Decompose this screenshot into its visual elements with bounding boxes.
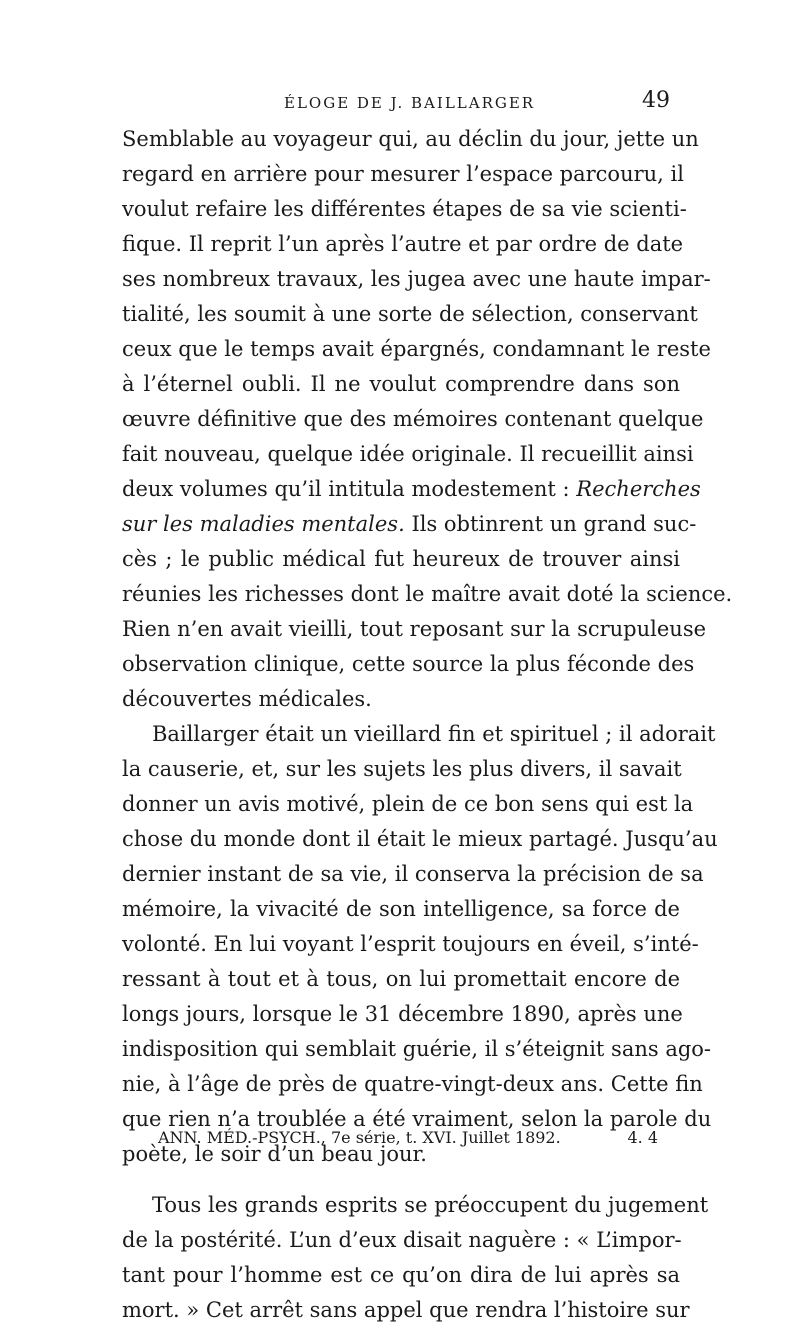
text-line: donner un avis motivé, plein de ce bon sens qui est la: [122, 792, 694, 816]
text-line: fique. Il reprit l’un après l’autre et par ordre de date: [122, 232, 684, 256]
text-line: voulut refaire les différentes étapes de sa vie scienti-: [122, 197, 687, 221]
text-line: [122, 507, 697, 542]
page-number: 49: [642, 88, 670, 113]
text-line: réunies les richesses dont le maître avait doté la science.: [122, 582, 733, 606]
text-line: Semblable au voyageur qui, au déclin du jour, jette un: [122, 127, 699, 151]
running-head: [122, 88, 670, 118]
text-line: chose du monde dont il était le mieux partagé. Jusqu’au: [122, 827, 718, 851]
text-line: la causerie, et, sur les sujets les plus divers, il savait: [122, 757, 682, 781]
book-title-italic: sur les maladies mentales.: [122, 512, 405, 536]
text-line: volonté. En lui voyant l’esprit toujours en éveil, s’inté-: [122, 932, 699, 956]
running-title: ÉLOGE DE J. BAILLARGER: [284, 94, 536, 112]
text-line: [122, 472, 701, 507]
text-line: cès ; le public médical fut heureux de trouver ainsi: [122, 547, 680, 571]
text-line: nie, à l’âge de près de quatre-vingt-deux ans. Cette fin: [122, 1072, 703, 1096]
text-line: que rien n’a troublée a été vraiment, selon la parole du: [122, 1107, 712, 1131]
text-line: indisposition qui semblait guérie, il s’éteignit sans ago-: [122, 1037, 712, 1061]
text-line: œuvre définitive que des mémoires contenant quelque: [122, 407, 704, 431]
text-line: fait nouveau, quelque idée originale. Il recueillit ainsi: [122, 442, 694, 466]
text-line: ses nombreux travaux, les jugea avec une haute impar-: [122, 267, 711, 291]
text-line: à l’éternel oubli. Il ne voulut comprendre dans son: [122, 372, 680, 396]
text-line: mémoire, la vivacité de son intelligence, sa force de: [122, 897, 680, 921]
book-title-italic: Recherches: [576, 477, 701, 501]
text-line: tant pour l’homme est ce qu’on dira de lui après sa: [122, 1263, 680, 1287]
signature-mark: 4. 4: [627, 1128, 658, 1147]
text-line: tialité, les soumit à une sorte de sélection, conservant: [122, 302, 698, 326]
journal-reference: ANN. MÉD.-PSYCH., 7e série, t. XVI. Juillet 1892.: [158, 1128, 561, 1147]
text-line: découvertes médicales.: [122, 687, 372, 711]
text-line: regard en arrière pour mesurer l’espace parcouru, il: [122, 162, 684, 186]
text-line: longs jours, lorsque le 31 décembre 1890, après une: [122, 1002, 683, 1026]
text-line: ceux que le temps avait épargnés, condamnant le reste: [122, 337, 711, 361]
text-line: observation clinique, cette source la plus féconde des: [122, 652, 695, 676]
text-line: Rien n’en avait vieilli, tout reposant sur la scrupuleuse: [122, 617, 707, 641]
text-line: de la postérité. L’un d’eux disait naguère : « L’impor-: [122, 1228, 682, 1252]
page-footer: [158, 1128, 658, 1158]
text-line: mort. » Cet arrêt sans appel que rendra l’histoire sur: [122, 1298, 690, 1322]
text-segment: deux volumes qu’il intitula modestement :: [122, 477, 570, 501]
text-line: Baillarger était un vieillard fin et spirituel ; il adorait: [152, 722, 716, 746]
text-line: ressant à tout et à tous, on lui promettait encore de: [122, 967, 680, 991]
text-line: poète, le soir d’un beau jour.: [122, 1142, 427, 1166]
text-segment: Ils obtinrent un grand suc-: [411, 512, 697, 536]
text-line: dernier instant de sa vie, il conserva la précision de sa: [122, 862, 704, 886]
text-line: Tous les grands esprits se préoccupent du jugement: [152, 1193, 709, 1217]
